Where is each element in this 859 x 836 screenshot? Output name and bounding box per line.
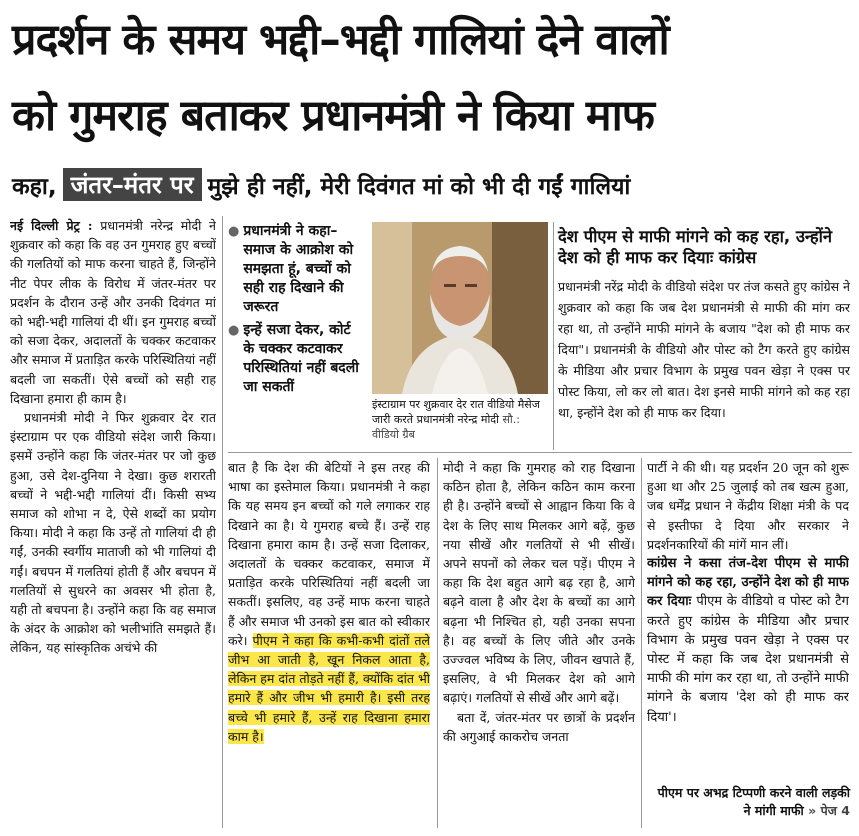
paragraph-text: पीएम के वीडियो व पोस्ट को टैग करते हुए कांग्रेस के मीडिया और प्रचार विभाग के प्रमुख पवन खेड़ा ने एक्स पर पोस्ट में कहा कि जब देश प्रधानमंत्री से माफी की मांग कर रहा था, तो उन्होंने माफी मांगने के बजाय 'देश को ही माफ कर दिया'। <box>647 594 849 725</box>
paragraph: प्रधानमंत्री मोदी ने फिर शुक्रवार देर रात इंस्टाग्राम पर एक वीडियो संदेश जारी किया। इसमें उन्होंने कहा कि जंतर-मंतर पर जो कुछ हुआ, उसे देश-दुनिया ने देखा। कुछ शरारती बच्चों ने भद्दी-भद्दी गालियां दीं। किसी सभ्य समाज को शोभा न दे, ऐसे शब्दों का प्रयोग किया। मोदी ने कहा कि उन्हें तो गालियां दी ही गईं, उनकी स्वर्गीय माताजी को भी गालियां दी गईं। बचपन में गलतियां होती हैं और बचपन में गलतियों से सुधरने का अवसर भी होता है, यही तो बचपना है। उन्होंने कहा कि वह समाज के अंदर के आक्रोश को भलीभांति समझते हैं। लेकिन, यह सांस्कृतिक अचंभे की <box>10 410 216 656</box>
paragraph-text: बात है कि देश की बेटियों ने इस तरह की भाषा का इस्तेमाल किया। प्रधानमंत्री ने कहा कि यह समय इन बच्चों को गले लगाकर राह दिखाने का है। ये गुमराह बच्चे हैं। उन्हें राह दिखाना हमारा काम है। उन्हें सजा दिलाकर, अदालतों के चक्कर कटवाकर, समाज में प्रताड़ित करके परिस्थितियां नहीं बदली जा सकतीं। इसलिए, वह उन्हें माफ करना चाहते हैं और समाज भी उनको इस बात को स्वीकार करे। <box>228 460 430 648</box>
highlighted-quote: पीएम ने कहा कि कभी-कभी दांतों तले जीभ आ जाती है, खून निकल आता है, लेकिन हम दांत तोड़ते नहीं हैं, क्योंकि दांत भी हमारे हैं और जीभ भी हमारी है। इसी तरह बच्चे भी हमारे हैं, उन्हें राह दिखाना हमारा काम है। <box>228 632 430 744</box>
article-column-4 <box>647 458 849 828</box>
column-divider <box>641 458 642 828</box>
paragraph <box>228 458 430 746</box>
photo-caption <box>372 397 550 442</box>
portrait-image <box>372 222 548 394</box>
article-column-3 <box>443 458 635 828</box>
subhead-boxed-text: जंतर–मंतर पर <box>63 168 202 201</box>
pull-quote-text: प्रधानमंत्री ने कहा– समाज के आक्रोश को समझता हूं, बच्चों को सही राह दिखाने की जरूरत <box>243 223 354 315</box>
article-column-2 <box>228 458 430 828</box>
paragraph <box>10 216 216 408</box>
sidebar-divider <box>553 222 554 450</box>
caption-source: सौ.: वीडियो ग्रैब <box>372 413 520 441</box>
caption-text: इंस्टाग्राम पर शुक्रवार देर रात वीडियो मैसेज जारी करते प्रधानमंत्री नरेन्द्र मोदी <box>372 398 540 426</box>
teaser-text[interactable]: पीएम पर अभद्र टिप्पणी करने वाली लड़की ने मांगी माफी <box>657 785 850 818</box>
paragraph-text: प्रधानमंत्री नरेन्द्र मोदी ने शुक्रवार को कहा कि वह उन गुमराह हुए बच्चों की गलतियों को माफ करना चाहते हैं, जिन्होंने नीट पेपर लीक के विरोध में जंतर-मंतर पर प्रदर्शन के दौरान उन्हें और उनकी दिवंगत मां को भद्दी-भद्दी गालियां दी थीं। इन गुमराह बच्चों को सजा देकर, अदालतों के चक्कर कटवाकर और समाज में प्रताड़ित करके परिस्थितियां नहीं बदली जा सकतीं। ऐसे बच्चों को सही राह दिखाना हमारा ही काम है। <box>10 218 216 406</box>
subhead-prefix: कहा, <box>12 173 57 200</box>
subheadline <box>12 168 630 201</box>
bullet-icon: ● <box>228 323 240 338</box>
pull-quote <box>228 321 366 397</box>
dateline: नई दिल्ली प्रेट्र : <box>10 218 93 233</box>
article-column-1 <box>10 216 216 826</box>
column-divider <box>222 216 223 828</box>
sidebar-title: देश पीएम से माफी मांगने को कह रहा, उन्होंने देश को ही माफ कर दियाः कांग्रेस <box>558 227 833 267</box>
bullet-icon: ● <box>228 224 240 239</box>
pull-quotes <box>228 222 366 401</box>
headline-line-1: प्रदर्शन के समय भद्दी–भद्दी गालियां देने वालों <box>12 15 669 65</box>
section-divider <box>228 452 852 453</box>
paragraph <box>647 554 849 727</box>
page-reference[interactable]: » पेज 4 <box>808 803 850 818</box>
inline-subhead: कांग्रेस ने कसा तंज-देश पीएम से माफी मांगने को कह रहा, उन्होंने देश को ही माफ कर दियाः <box>647 556 849 610</box>
paragraph: बता दें, जंतर-मंतर पर छात्रों के प्रदर्शन की अगुआई काकरोच जनता <box>443 709 635 744</box>
paragraph: मोदी ने कहा कि गुमराह को राह दिखाना कठिन होता है, लेकिन कठिन काम करना ही है। उन्होंने बच्चों से आह्वान किया कि वे देश के लिए साथ मिलकर आगे बढ़ें, कुछ नया सीखें और गलतियों से भी सीखें। अपने सपनों को लेकर चल पड़ें। पीएम ने कहा कि देश बहुत आगे बढ़ रहा है, आगे बढ़ने वाला है और देश के बच्चों का आगे बढ़ना भी निश्चित हो, यही उनका सपना है। वह बच्चों के लिए जीते और उनके उज्ज्वल भविष्य के लिए, जीवन खपाते हैं, इसलिए, वे भी मिलकर देश को आगे बढ़ाएं। गलतियों से सीखें और आगे बढ़ें। <box>443 460 635 706</box>
paragraph: पार्टी ने की थी। यह प्रदर्शन 20 जून को शुरू हुआ था और 25 जुलाई को तब खत्म हुआ, जब धर्मेंद्र प्रधान ने केंद्रीय शिक्षा मंत्री के पद से इस्तीफा दे दिया और सरकार ने प्रदर्शनकारियों की मांगें मान लीं। <box>647 460 849 552</box>
sidebar-body: प्रधानमंत्री नरेंद्र मोदी के वीडियो संदेश पर तंज कसते हुए कांग्रेस ने शुक्रवार को कहा कि जब देश प्रधानमंत्री से माफी की मांग कर रहा था, तो उन्होंने माफी मांगने के बजाय "देश को ही माफ कर दिया"। प्रधानमंत्री के वीडियो और पोस्ट को टैग करते हुए कांग्रेस के मीडिया और प्रचार विभाग के प्रमुख पवन खेड़ा ने एक्स पर पोस्ट किया, लो कर लो बात। देश इनसे माफी मांगने को कह रहा था, इन्होंने देश को ही माफ कर दिया। <box>558 279 850 420</box>
pull-quote-text: इन्हें सजा देकर, कोर्ट के चक्कर कटवाकर परिस्थितियां नहीं बदली जा सकतीं <box>243 322 359 395</box>
pull-quote <box>228 222 366 317</box>
pm-photo <box>372 222 548 394</box>
column-divider <box>437 458 438 828</box>
related-story-teaser[interactable] <box>650 784 850 820</box>
headline-line-2: को गुमराह बताकर प्रधानमंत्री ने किया माफ <box>12 91 654 141</box>
subhead-suffix: मुझे ही नहीं, मेरी दिवंगत मां को भी दी गईं गालियां <box>207 173 631 200</box>
